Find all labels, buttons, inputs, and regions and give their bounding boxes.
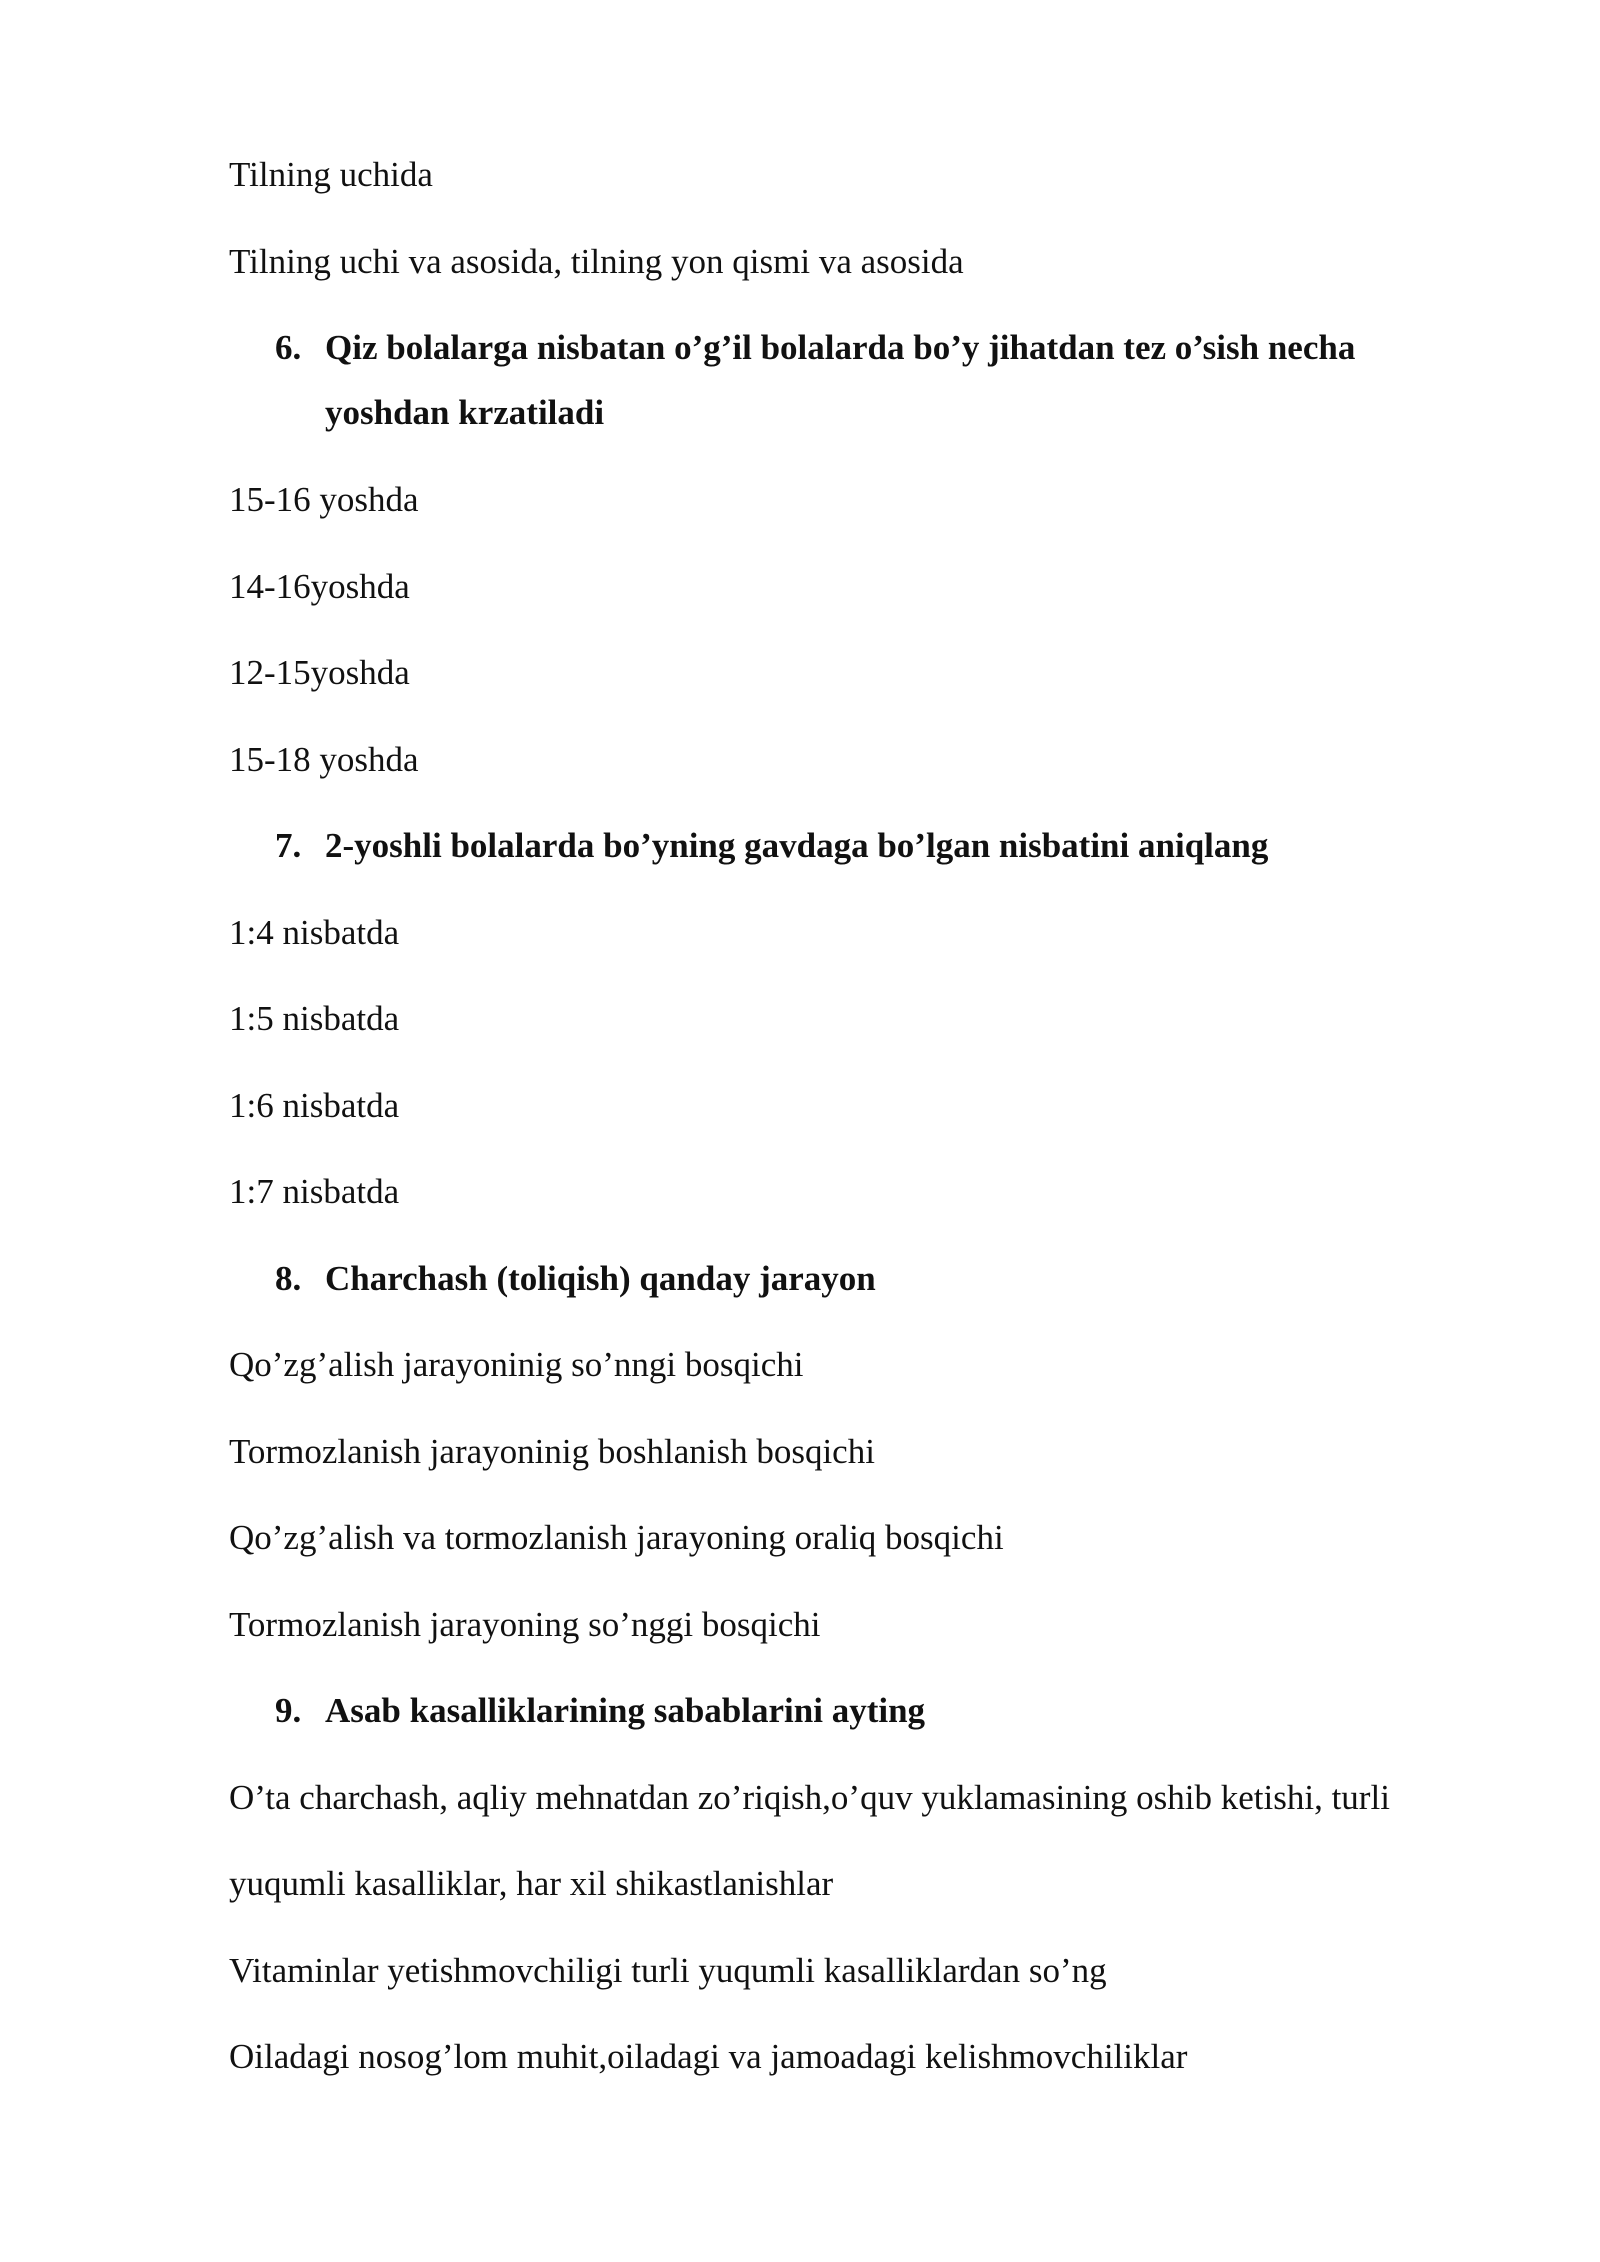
question-text: Qiz bolalarga nisbatan o’g’il bolalarda bo’y jihatdan tez o’sish necha [325,328,1356,367]
answer-option: 12-15yoshda [229,653,410,692]
answer-option: Tormozlanish jarayoninig boshlanish bosqichi [229,1432,875,1471]
answer-option: 14-16yoshda [229,567,410,606]
answer-option: 15-16 yoshda [229,480,419,519]
answer-line: Tilning uchi va asosida, tilning yon qismi va asosida [229,242,964,281]
answer-option: 1:4 nisbatda [229,913,400,952]
answer-option: Vitaminlar yetishmovchiligi turli yuqumli kasalliklardan so’ng [229,1951,1107,1990]
question-number: 8. [275,1259,302,1298]
question-text: Asab kasalliklarining sabablarini ayting [325,1691,926,1730]
answer-option: 1:5 nisbatda [229,999,400,1038]
answer-option: Qo’zg’alish jarayoninig so’nngi bosqichi [229,1345,804,1384]
answer-option-continued: yuqumli kasalliklar, har xil shikastlanishlar [229,1864,834,1903]
question-heading [275,824,1505,868]
answer-option: 1:6 nisbatda [229,1086,400,1125]
question-heading [275,1257,1505,1301]
answer-option: Oiladagi nosog’lom muhit,oiladagi va jamoadagi kelishmovchiliklar [229,2037,1188,2076]
question-text: Charchash (toliqish) qanday jarayon [325,1259,876,1298]
question-heading [275,1689,1505,1733]
answer-option: 1:7 nisbatda [229,1172,400,1211]
question-heading [275,326,1505,435]
question-number: 9. [275,1691,302,1730]
answer-option: Tormozlanish jarayoning so’nggi bosqichi [229,1605,821,1644]
answer-option: O’ta charchash, aqliy mehnatdan zo’riqish,o’quv yuklamasining oshib ketishi, turli [229,1778,1390,1817]
answer-option: Qo’zg’alish va tormozlanish jarayoning oraliq bosqichi [229,1518,1004,1557]
answer-line: Tilning uchida [229,155,433,194]
question-text-continued: yoshdan krzatiladi [325,393,605,432]
question-text: 2-yoshli bolalarda bo’yning gavdaga bo’lgan nisbatini aniqlang [325,826,1269,865]
question-number: 7. [275,826,302,865]
question-number: 6. [275,328,302,367]
answer-option: 15-18 yoshda [229,740,419,779]
